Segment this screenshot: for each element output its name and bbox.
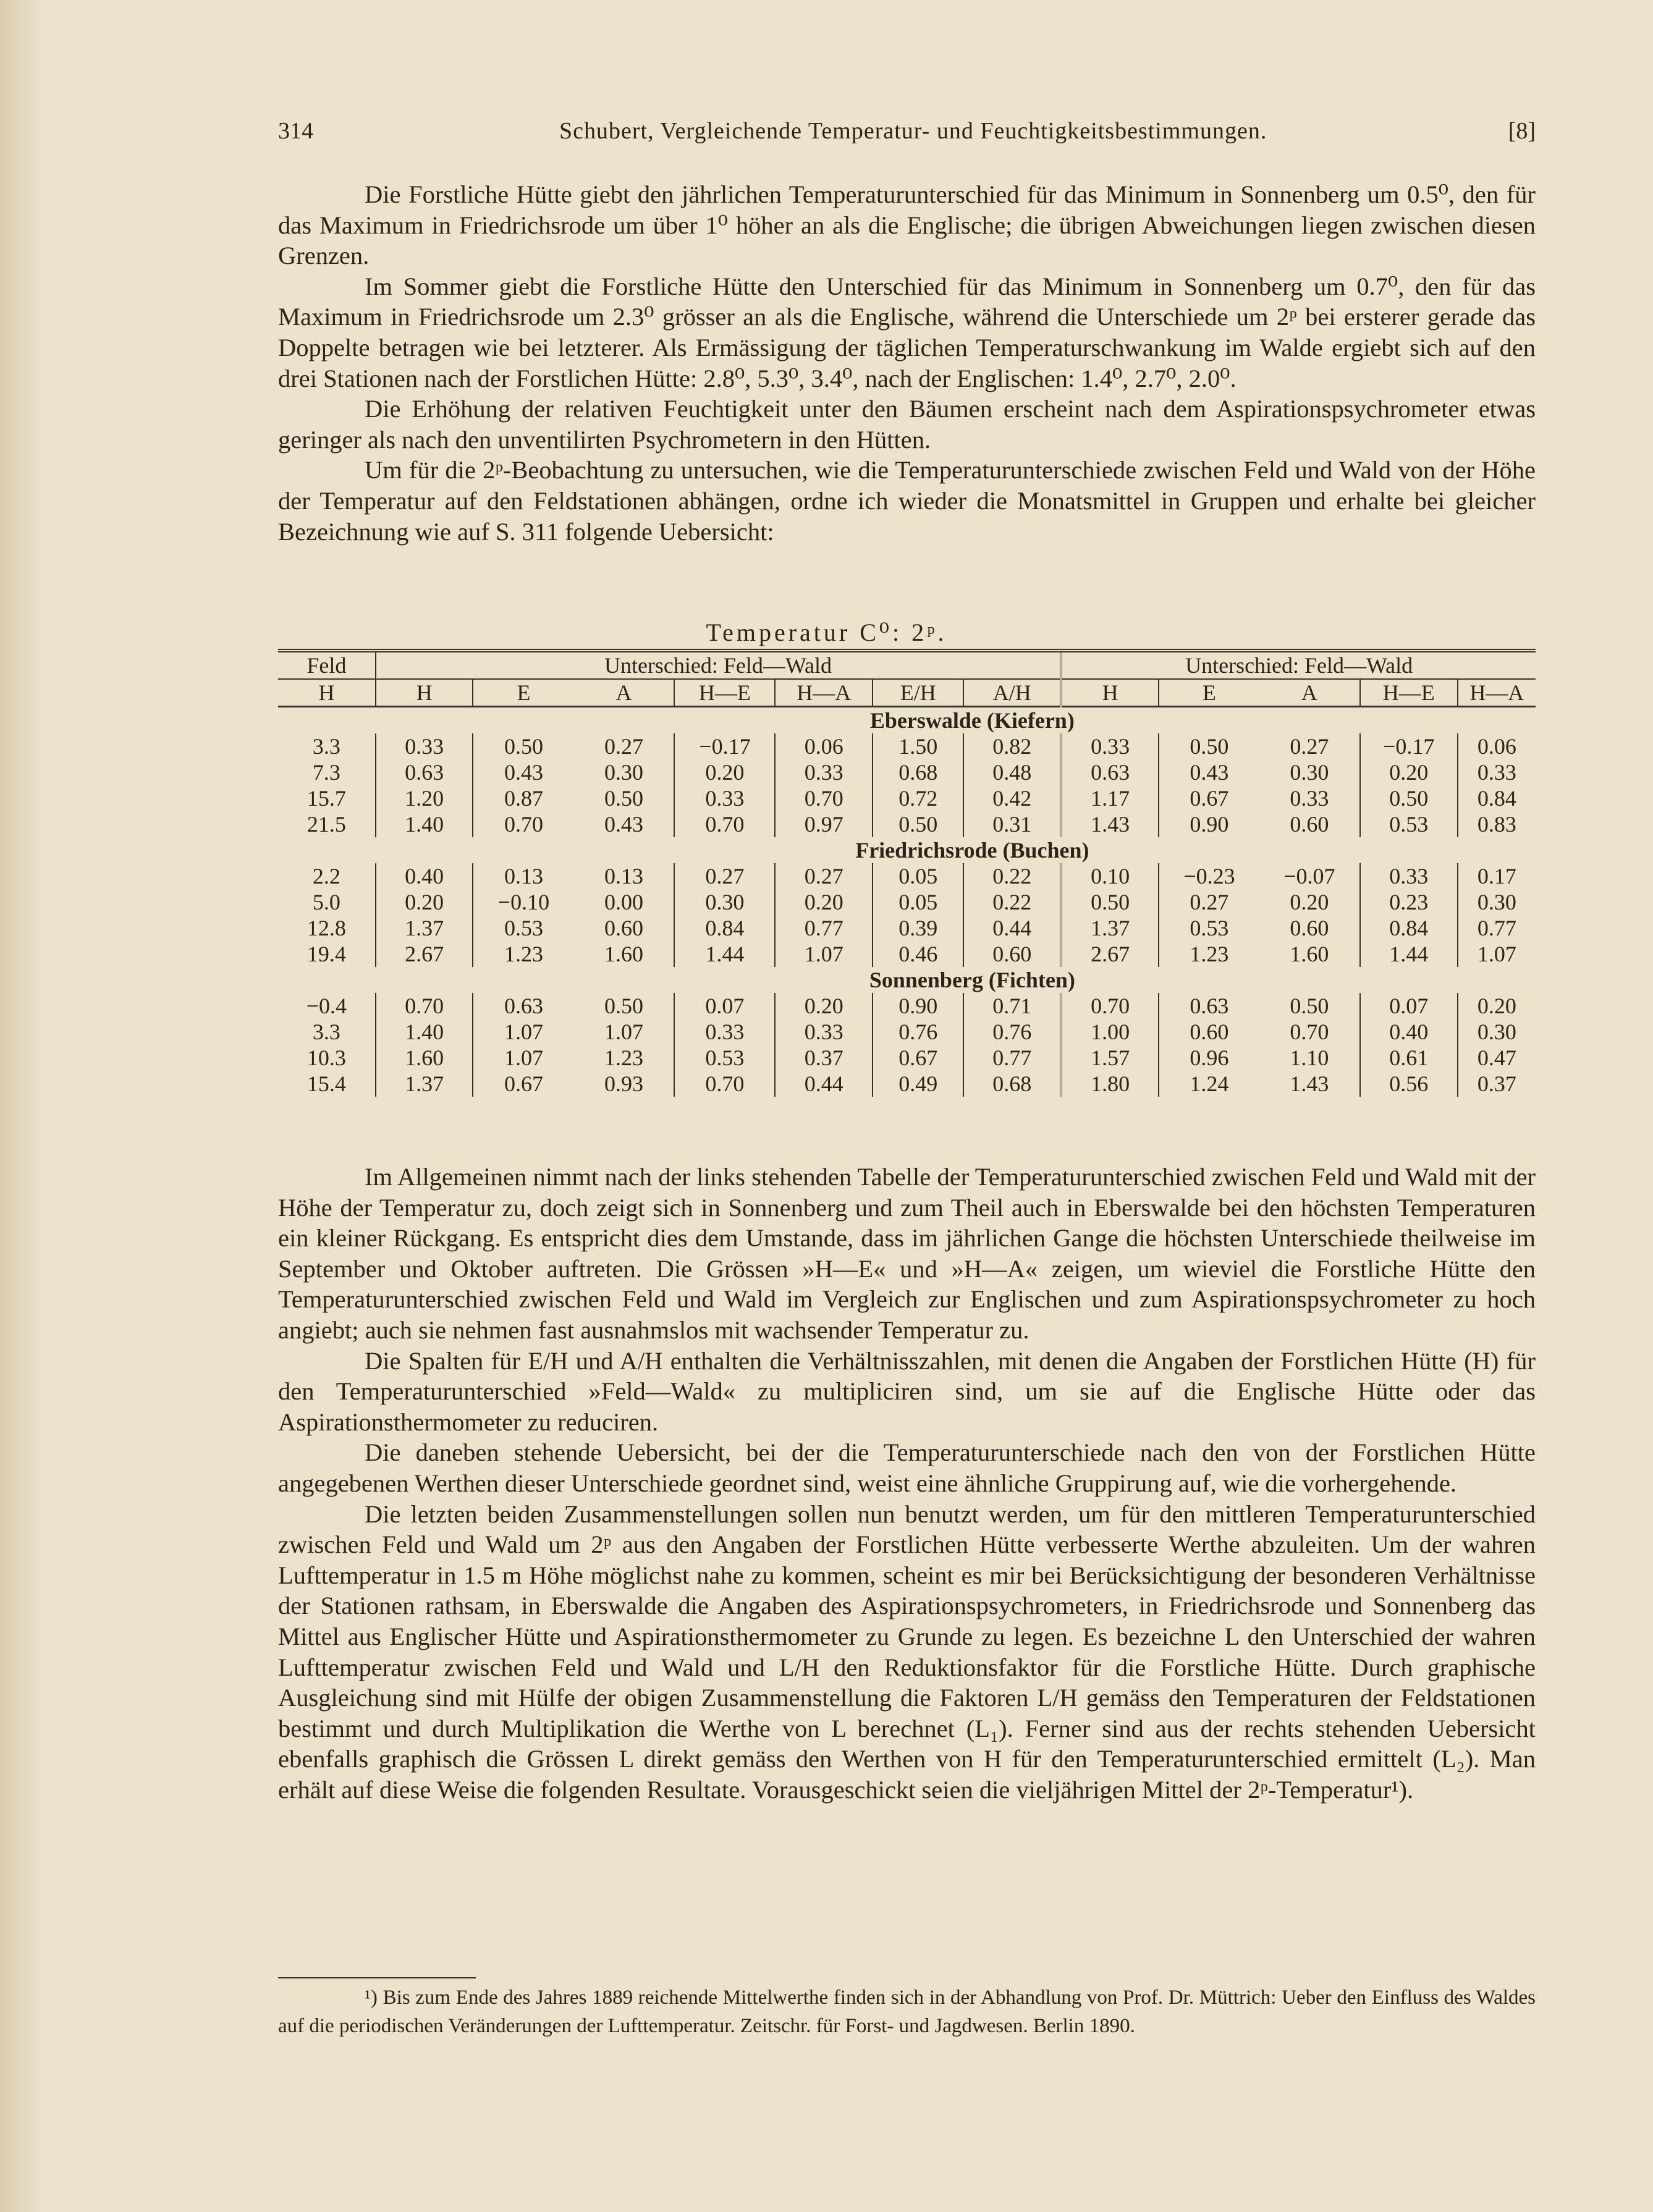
table-cell: 0.90: [1159, 811, 1259, 837]
table-cell: 0.30: [1458, 889, 1536, 915]
table-cell: 0.05: [873, 889, 963, 915]
table-cell: 0.83: [1458, 811, 1536, 837]
header-left-group: Unterschied: Feld—Wald: [376, 651, 1061, 679]
table-cell: 2.2: [312, 864, 340, 889]
section-spacer: [278, 967, 376, 993]
table-cell: 0.37: [775, 1045, 873, 1071]
table-cell: 0.84: [1458, 785, 1536, 811]
table-cell: 0.60: [1290, 812, 1329, 837]
table-cell: 0.30: [1290, 760, 1329, 785]
table-cell: 0.07: [1360, 993, 1458, 1019]
table-cell: 1.40: [376, 1019, 473, 1045]
table-cell: 0.46: [873, 941, 963, 967]
table-row: [278, 993, 1536, 1019]
table-cell: 0.70: [473, 811, 573, 837]
table-cell: 0.22: [963, 863, 1061, 889]
table-cell: 0.77: [963, 1045, 1061, 1071]
table-cell: 0.31: [963, 811, 1061, 837]
table-cell: 1.37: [376, 915, 473, 941]
table-cell: 0.27: [1159, 889, 1259, 915]
table-cell: 0.67: [1159, 785, 1259, 811]
table-row: [278, 915, 1536, 941]
table-cell: 0.27: [604, 734, 643, 759]
table-cell: 0.20: [775, 889, 873, 915]
table-cell: 0.76: [873, 1019, 963, 1045]
table-cell: 0.60: [963, 941, 1061, 967]
table-body: [278, 707, 1536, 1097]
bracket-page-number: [8]: [1508, 118, 1536, 144]
table-cell: 0.27: [775, 863, 873, 889]
col-feld-h: H: [278, 679, 376, 707]
col-header: H: [1061, 679, 1159, 707]
table-cell: 1.24: [1159, 1071, 1259, 1097]
col-header: H—A: [1458, 679, 1536, 707]
table-cell: 1.07: [1458, 941, 1536, 967]
page-header: [278, 117, 1536, 154]
table-cell: 1.23: [1159, 941, 1259, 967]
table-row: [278, 941, 1536, 967]
table-cell: 0.68: [963, 1071, 1061, 1097]
section-name: Sonnenberg (Fichten): [869, 968, 1075, 992]
table-cell: 1.80: [1061, 1071, 1159, 1097]
table-cell: 0.43: [1159, 759, 1259, 785]
table-cell: 0.50: [604, 994, 643, 1018]
table-title: Temperatur C⁰: 2ᵖ.: [706, 618, 947, 646]
table-cell: 0.50: [873, 811, 963, 837]
table-row: [278, 1071, 1536, 1097]
table-cell: 0.53: [674, 1045, 775, 1071]
table-cell: 0.67: [873, 1045, 963, 1071]
table-cell: 0.00: [604, 890, 643, 914]
table-cell: 21.5: [307, 812, 346, 837]
table-cell: 0.50: [1061, 889, 1159, 915]
table-cell: 0.13: [604, 864, 643, 889]
table-cell: 0.47: [1458, 1045, 1536, 1071]
table-cell: 3.3: [312, 1019, 340, 1044]
table-cell: 0.20: [674, 759, 775, 785]
footnote-divider: [278, 1977, 476, 1978]
table-cell: 0.42: [963, 785, 1061, 811]
col-header: E: [473, 679, 573, 707]
table-cell: 0.53: [1159, 915, 1259, 941]
table-cell: 1.40: [376, 811, 473, 837]
table-cell: 0.20: [1290, 890, 1329, 914]
section-name: Eberswalde (Kiefern): [869, 708, 1075, 733]
table-cell: 0.44: [775, 1071, 873, 1097]
table-cell: 0.13: [473, 863, 573, 889]
table-cell: 1.60: [376, 1045, 473, 1071]
table-cell: 0.96: [1159, 1045, 1259, 1071]
table-cell: 0.50: [604, 786, 643, 811]
table-cell: −0.17: [1360, 733, 1458, 759]
table-cell: 0.33: [1458, 759, 1536, 785]
table-cell: −0.07: [1283, 864, 1335, 889]
col-header: H—E: [674, 679, 775, 707]
table-cell: 0.53: [1360, 811, 1458, 837]
table-cell: 0.30: [1458, 1019, 1536, 1045]
table-cell: 1.50: [873, 733, 963, 759]
table-cell: −0.10: [473, 889, 573, 915]
table-cell: 0.97: [775, 811, 873, 837]
table-cell: 0.33: [775, 759, 873, 785]
table-cell: 2.67: [376, 941, 473, 967]
table-cell: 0.33: [376, 733, 473, 759]
table-cell: 0.50: [473, 733, 573, 759]
paragraph: Die daneben stehende Uebersicht, bei der die Temperaturunterschiede nach den von der Forstlichen Hütte angegebenen Werthen dieser Unterschiede geordnet sind, weist eine ähnliche Gruppirung auf, wie die vorhergehende.: [278, 1438, 1536, 1497]
table-cell: 0.70: [674, 811, 775, 837]
col-header: A: [1259, 679, 1360, 707]
table-cell: 0.43: [473, 759, 573, 785]
table-cell: 0.40: [376, 863, 473, 889]
table-cell: 1.44: [1360, 941, 1458, 967]
table-cell: 0.50: [1290, 994, 1329, 1018]
table-cell: 7.3: [312, 760, 340, 785]
table-cell: 0.60: [1159, 1019, 1259, 1045]
table-cell: 0.33: [1290, 786, 1329, 811]
table-cell: 0.71: [963, 993, 1061, 1019]
col-header: E: [1159, 679, 1259, 707]
table-cell: 0.77: [1458, 915, 1536, 941]
table-row: [278, 863, 1536, 889]
table-cell: 0.84: [674, 915, 775, 941]
table-cell: 1.10: [1290, 1045, 1329, 1070]
paragraph: Die letzten beiden Zusammenstellungen sollen nun benutzt werden, um für den mittleren Temperaturunterschied zwischen Feld und Wald um 2ᵖ aus den Angaben der Forstlichen Hütte verbesserte Werthe abzuleiten. Um der wahren Lufttemperatur in 1.5 m Höhe möglichst nahe zu kommen, scheint es mir bei Berücksichtigung der besonderen Verhältnisse der Stationen rathsam, in Eberswalde die Angaben des Aspirationspsychrometers, in Friedrichsrode und Sonnenberg das Mittel aus Englischer Hütte und Aspirationsthermometer zu Grunde zu legen. Es bezeichne L den Unterschied der wahren Lufttemperatur zwischen Feld und Wald und L/H den Reduktionsfaktor für die Forstliche Hütte. Durch graphische Ausgleichung sind mit Hülfe der obigen Zusammenstellung die Faktoren L/H gemäss den Temperaturen der Feldstationen bestimmt und durch Multiplikation die Werthe von L berechnet (L₁). Ferner sind aus der rechts stehenden Uebersicht ebenfalls graphisch die Grössen L direkt gemäss den Werthen von H für den Temperaturunterschied ermittelt (L₂). Man erhält auf diese Weise die folgenden Resultate. Vorausgeschickt seien die vieljährigen Mittel der 2ᵖ-Temperatur¹).: [278, 1500, 1536, 1804]
table-cell: 0.30: [674, 889, 775, 915]
table-cell: 0.77: [775, 915, 873, 941]
footnote: ¹) Bis zum Ende des Jahres 1889 reichende Mittelwerthe finden sich in der Abhandlung von Prof. Dr. Müttrich: Ueber den Einfluss des Waldes auf die periodischen Veränderungen der Lufttemperatur. Zeitschr. für Forst- und Jagdwesen. Berlin 1890.: [278, 1986, 1536, 2037]
table-cell: 0.07: [674, 993, 775, 1019]
table-cell: 1.60: [1290, 942, 1329, 966]
table-cell: 1.37: [376, 1071, 473, 1097]
table-cell: 0.50: [1159, 733, 1259, 759]
table-cell: 1.17: [1061, 785, 1159, 811]
table-cell: 0.53: [473, 915, 573, 941]
table-cell: 0.23: [1360, 889, 1458, 915]
table-cell: 0.33: [674, 785, 775, 811]
table-cell: 1.07: [473, 1019, 573, 1045]
table-cell: 1.57: [1061, 1045, 1159, 1071]
table-cell: 0.33: [1061, 733, 1159, 759]
table-cell: −0.17: [674, 733, 775, 759]
table-section-header: [278, 967, 1536, 993]
col-header: H: [376, 679, 473, 707]
paragraph: Im Allgemeinen nimmt nach der links stehenden Tabelle der Temperaturunterschied zwischen Feld und Wald mit der Höhe der Temperatur zu, doch zeigt sich in Sonnenberg und zum Theil auch in Eberswalde bei den höchsten Temperaturen ein kleiner Rückgang. Es entspricht dies dem Umstande, dass im jährlichen Gange die höchsten Unterschiede theilweise im September und Oktober auftreten. Die Grössen »H—E« und »H—A« zeigen, um wieviel die Forstliche Hütte den Temperaturunterschied zwischen Feld und Wald im Vergleich zur Englischen und zum Aspirationspsychrometer zu hoch angiebt; auch sie nehmen fast ausnahmslos mit wachsender Temperatur zu.: [278, 1163, 1536, 1344]
table-row: [278, 811, 1536, 837]
table-cell: 0.10: [1061, 863, 1159, 889]
table-cell: 1.23: [604, 1045, 643, 1070]
table-cell: 0.70: [1290, 1019, 1329, 1044]
table-row: [278, 759, 1536, 785]
col-header: H—E: [1360, 679, 1458, 707]
table-cell: 1.20: [376, 785, 473, 811]
col-header: A: [573, 679, 674, 707]
table-row: [278, 1045, 1536, 1071]
table-cell: 0.20: [1360, 759, 1458, 785]
table-cell: 0.27: [674, 863, 775, 889]
table-cell: 15.4: [307, 1071, 346, 1096]
section-spacer: [278, 837, 376, 863]
table-cell: 10.3: [307, 1045, 346, 1070]
table-cell: 0.76: [963, 1019, 1061, 1045]
table-cell: 0.90: [873, 993, 963, 1019]
table-row: [278, 1019, 1536, 1045]
table-cell: 0.72: [873, 785, 963, 811]
table-cell: 2.67: [1061, 941, 1159, 967]
body-text-top: [278, 179, 1536, 547]
table-cell: 0.93: [604, 1071, 643, 1096]
table-cell: 0.60: [1290, 916, 1329, 940]
table-cell: 0.06: [775, 733, 873, 759]
table-cell: 0.70: [376, 993, 473, 1019]
table-cell: 0.27: [1290, 734, 1329, 759]
table-header-columns: [278, 679, 1536, 707]
table-row: [278, 889, 1536, 915]
table-cell: 0.70: [1061, 993, 1159, 1019]
table-cell: 0.61: [1360, 1045, 1458, 1071]
col-header: A/H: [963, 679, 1061, 707]
table-cell: 12.8: [307, 916, 346, 940]
table-cell: 1.07: [473, 1045, 573, 1071]
table-cell: 1.23: [473, 941, 573, 967]
page-edge-shadow: [0, 0, 43, 2212]
col-header: E/H: [873, 679, 963, 707]
table-cell: 0.56: [1360, 1071, 1458, 1097]
table-cell: 0.84: [1360, 915, 1458, 941]
table-cell: 1.43: [1290, 1071, 1329, 1096]
body-text-bottom: [278, 1162, 1536, 1805]
table-cell: 0.30: [604, 760, 643, 785]
running-title: Schubert, Vergleichende Temperatur- und Feuchtigkeitsbestimmungen.: [559, 118, 1267, 144]
table-cell: 0.70: [775, 785, 873, 811]
table-cell: 0.33: [1360, 863, 1458, 889]
table-cell: 0.60: [604, 916, 643, 940]
table-cell: 1.60: [604, 942, 643, 966]
header-right-group: Unterschied: Feld—Wald: [1061, 651, 1536, 679]
table-cell: 0.87: [473, 785, 573, 811]
table-cell: 0.48: [963, 759, 1061, 785]
table-cell: 0.63: [1159, 993, 1259, 1019]
table-cell: 1.07: [775, 941, 873, 967]
table-header-groups: [278, 651, 1536, 679]
table-cell: 0.40: [1360, 1019, 1458, 1045]
table-cell: 1.00: [1061, 1019, 1159, 1045]
table-cell: 0.20: [775, 993, 873, 1019]
table-cell: 0.39: [873, 915, 963, 941]
table-cell: 3.3: [312, 734, 340, 759]
table-cell: 0.20: [1458, 993, 1536, 1019]
table-cell: 1.43: [1061, 811, 1159, 837]
paragraph: Im Sommer giebt die Forstliche Hütte den Unterschied für das Minimum in Sonnenberg um 0.7⁰, den für das Maximum in Friedrichsrode um 2.3⁰ grösser an als die Englische, während die Unterschiede um 2ᵖ bei ersterer gerade das Doppelte betragen wie bei letzterer. Als Ermässigung der täglichen Temperaturschwankung im Walde ergiebt sich auf den drei Stationen nach der Forstlichen Hütte: 2.8⁰, 5.3⁰, 3.4⁰, nach der Englischen: 1.4⁰, 2.7⁰, 2.0⁰.: [278, 272, 1536, 392]
table-cell: 19.4: [307, 942, 346, 966]
table-cell: 0.43: [604, 812, 643, 837]
header-feld: Feld: [307, 653, 347, 678]
table-cell: 0.44: [963, 915, 1061, 941]
table-cell: 0.63: [376, 759, 473, 785]
table-cell: 0.68: [873, 759, 963, 785]
table-cell: −0.4: [306, 994, 347, 1018]
table-cell: 0.20: [376, 889, 473, 915]
table-cell: 0.82: [963, 733, 1061, 759]
section-spacer: [278, 707, 376, 734]
table-cell: 0.63: [1061, 759, 1159, 785]
table-cell: 0.49: [873, 1071, 963, 1097]
table-cell: 1.07: [604, 1019, 643, 1044]
table-cell: 0.63: [473, 993, 573, 1019]
paragraph: Um für die 2ᵖ-Beobachtung zu untersuchen, wie die Temperaturunterschiede zwischen Feld und Wald von der Höhe der Temperatur auf den Feldstationen abhängen, ordne ich wieder die Monatsmittel in Gruppen und erhalte bei gleicher Bezeichnung wie auf S. 311 folgende Uebersicht:: [278, 456, 1536, 546]
paragraph: Die Spalten für E/H und A/H enthalten die Verhältnisszahlen, mit denen die Angaben der Forstlichen Hütte (H) für den Temperaturunterschied »Feld—Wald« zu multipliciren sind, um sie auf die Englische Hütte oder das Aspirationsthermometer zu reduciren.: [278, 1346, 1536, 1436]
table-cell: 0.50: [1360, 785, 1458, 811]
table-cell: 0.17: [1458, 863, 1536, 889]
paragraph: Die Forstliche Hütte giebt den jährlichen Temperaturunterschied für das Minimum in Sonnenberg um 0.5⁰, den für das Maximum in Friedrichsrode um über 1⁰ höher an als die Englische; die übrigen Abweichungen liegen zwischen diesen Grenzen.: [278, 180, 1536, 270]
table-section-header: [278, 837, 1536, 863]
table-row: [278, 733, 1536, 759]
table-cell: 15.7: [307, 786, 346, 811]
temperature-table: [278, 649, 1536, 1097]
table-cell: 0.05: [873, 863, 963, 889]
table-cell: 1.37: [1061, 915, 1159, 941]
table-cell: 0.33: [674, 1019, 775, 1045]
col-header: H—A: [775, 679, 873, 707]
table-cell: −0.23: [1159, 863, 1259, 889]
table-cell: 0.70: [674, 1071, 775, 1097]
table-cell: 0.37: [1458, 1071, 1536, 1097]
table-cell: 0.06: [1458, 733, 1536, 759]
table-row: [278, 785, 1536, 811]
paragraph: Die Erhöhung der relativen Feuchtigkeit unter den Bäumen erscheint nach dem Aspirationspsychrometer etwas geringer als nach den unventilirten Psychrometern in den Hütten.: [278, 395, 1536, 454]
section-name: Friedrichsrode (Buchen): [855, 838, 1089, 863]
table-cell: 0.67: [473, 1071, 573, 1097]
table-cell: 5.0: [312, 890, 340, 914]
table-cell: 0.22: [963, 889, 1061, 915]
table-cell: 1.44: [674, 941, 775, 967]
table-section-header: [278, 707, 1536, 734]
table-cell: 0.33: [775, 1019, 873, 1045]
page-number: 314: [278, 118, 313, 144]
